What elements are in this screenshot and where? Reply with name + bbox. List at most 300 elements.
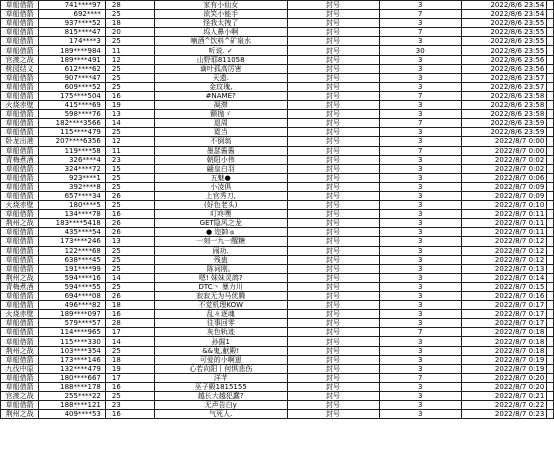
- timestamp-cell[interactable]: 2022/8/7 0:10: [461, 201, 546, 210]
- days-cell[interactable]: 3: [379, 346, 461, 355]
- level-cell[interactable]: 19: [105, 101, 154, 110]
- empty-cell[interactable]: [547, 164, 554, 173]
- days-cell[interactable]: 7: [379, 10, 461, 19]
- server-cell[interactable]: 草船借箭: [1, 146, 39, 155]
- empty-cell[interactable]: [547, 146, 554, 155]
- level-cell[interactable]: 16: [105, 382, 154, 391]
- level-cell[interactable]: 28: [105, 319, 154, 328]
- nickname-cell[interactable]: (好色老头): [154, 201, 287, 210]
- level-cell[interactable]: 25: [105, 392, 154, 401]
- empty-cell[interactable]: [547, 392, 554, 401]
- nickname-cell[interactable]: 怪我太拽了: [154, 19, 287, 28]
- server-cell[interactable]: 草船借箭: [1, 292, 39, 301]
- account-id-cell[interactable]: 180****5: [39, 201, 106, 210]
- days-cell[interactable]: 3: [379, 164, 461, 173]
- timestamp-cell[interactable]: 2022/8/6 23:55: [461, 46, 546, 55]
- account-id-cell[interactable]: 188****121: [39, 401, 106, 410]
- status-cell[interactable]: 封号: [287, 19, 379, 28]
- nickname-cell[interactable]: 寂寂无为马优腾: [154, 292, 287, 301]
- timestamp-cell[interactable]: 2022/8/7 0:09: [461, 182, 546, 191]
- days-cell[interactable]: 3: [379, 155, 461, 164]
- account-id-cell[interactable]: 183****5418: [39, 219, 106, 228]
- server-cell[interactable]: 草船借箭: [1, 28, 39, 37]
- nickname-cell[interactable]: 坞人鼻小啊: [154, 28, 287, 37]
- nickname-cell[interactable]: 心若向阳丨何惧悲伤: [154, 364, 287, 373]
- server-cell[interactable]: 草船借箭: [1, 73, 39, 82]
- days-cell[interactable]: 3: [379, 19, 461, 28]
- timestamp-cell[interactable]: 2022/8/7 0:16: [461, 292, 546, 301]
- status-cell[interactable]: 封号: [287, 10, 379, 19]
- status-cell[interactable]: 封号: [287, 337, 379, 346]
- timestamp-cell[interactable]: 2022/8/7 0:09: [461, 191, 546, 200]
- empty-cell[interactable]: [547, 110, 554, 119]
- nickname-cell[interactable]: ● 迩帥ゅ: [154, 228, 287, 237]
- account-id-cell[interactable]: 134****78: [39, 210, 106, 219]
- level-cell[interactable]: 14: [105, 273, 154, 282]
- account-id-cell[interactable]: 638****45: [39, 255, 106, 264]
- timestamp-cell[interactable]: 2022/8/6 23:58: [461, 101, 546, 110]
- empty-cell[interactable]: [547, 346, 554, 355]
- days-cell[interactable]: 3: [379, 337, 461, 346]
- days-cell[interactable]: 3: [379, 392, 461, 401]
- level-cell[interactable]: 25: [105, 10, 154, 19]
- status-cell[interactable]: 封号: [287, 110, 379, 119]
- status-cell[interactable]: 封号: [287, 292, 379, 301]
- status-cell[interactable]: 封号: [287, 219, 379, 228]
- nickname-cell[interactable]: 无声告白y: [154, 401, 287, 410]
- days-cell[interactable]: 3: [379, 101, 461, 110]
- nickname-cell[interactable]: DTC丶 暴力川: [154, 282, 287, 291]
- level-cell[interactable]: 25: [105, 37, 154, 46]
- status-cell[interactable]: 封号: [287, 191, 379, 200]
- server-cell[interactable]: 草船借箭: [1, 255, 39, 264]
- status-cell[interactable]: 封号: [287, 1, 379, 10]
- account-id-cell[interactable]: 255****22: [39, 392, 106, 401]
- status-cell[interactable]: 封号: [287, 82, 379, 91]
- empty-cell[interactable]: [547, 191, 554, 200]
- status-cell[interactable]: 封号: [287, 210, 379, 219]
- level-cell[interactable]: 25: [105, 128, 154, 137]
- nickname-cell[interactable]: 气死人.: [154, 410, 287, 419]
- nickname-cell[interactable]: 墨瑟酱酱: [154, 146, 287, 155]
- account-id-cell[interactable]: 594****55: [39, 282, 106, 291]
- nickname-cell[interactable]: 乱々逐魂: [154, 310, 287, 319]
- account-id-cell[interactable]: 122****68: [39, 246, 106, 255]
- server-cell[interactable]: 官渡之战: [1, 392, 39, 401]
- nickname-cell[interactable]: 小凌俱: [154, 182, 287, 191]
- status-cell[interactable]: 封号: [287, 46, 379, 55]
- nickname-cell[interactable]: 翩皇白羽: [154, 164, 287, 173]
- server-cell[interactable]: 草船借箭: [1, 319, 39, 328]
- empty-cell[interactable]: [547, 219, 554, 228]
- account-id-cell[interactable]: 579****57: [39, 319, 106, 328]
- account-id-cell[interactable]: 594****16: [39, 273, 106, 282]
- timestamp-cell[interactable]: 2022/8/7 0:15: [461, 282, 546, 291]
- days-cell[interactable]: 7: [379, 328, 461, 337]
- timestamp-cell[interactable]: 2022/8/7 0:19: [461, 364, 546, 373]
- status-cell[interactable]: 封号: [287, 137, 379, 146]
- days-cell[interactable]: 3: [379, 73, 461, 82]
- account-id-cell[interactable]: 326****4: [39, 155, 106, 164]
- empty-cell[interactable]: [547, 401, 554, 410]
- server-cell[interactable]: 草船借箭: [1, 382, 39, 391]
- account-id-cell[interactable]: 174****3: [39, 37, 106, 46]
- timestamp-cell[interactable]: 2022/8/7 0:11: [461, 219, 546, 228]
- status-cell[interactable]: 封号: [287, 101, 379, 110]
- days-cell[interactable]: 7: [379, 119, 461, 128]
- server-cell[interactable]: 草船借箭: [1, 301, 39, 310]
- level-cell[interactable]: 25: [105, 82, 154, 91]
- level-cell[interactable]: 28: [105, 1, 154, 10]
- nickname-cell[interactable]: 山野耶811058: [154, 55, 287, 64]
- account-id-cell[interactable]: 207****6356: [39, 137, 106, 146]
- empty-cell[interactable]: [547, 364, 554, 373]
- account-id-cell[interactable]: 409****53: [39, 410, 106, 419]
- timestamp-cell[interactable]: 2022/8/7 0:20: [461, 373, 546, 382]
- empty-cell[interactable]: [547, 201, 554, 210]
- server-cell[interactable]: 青梅煮酒: [1, 155, 39, 164]
- server-cell[interactable]: 草船借箭: [1, 182, 39, 191]
- timestamp-cell[interactable]: 2022/8/7 0:18: [461, 346, 546, 355]
- account-id-cell[interactable]: 741****97: [39, 1, 106, 10]
- status-cell[interactable]: 封号: [287, 382, 379, 391]
- server-cell[interactable]: 草船借箭: [1, 46, 39, 55]
- empty-cell[interactable]: [547, 182, 554, 191]
- nickname-cell[interactable]: &&鬼,献殿!: [154, 346, 287, 355]
- days-cell[interactable]: 3: [379, 37, 461, 46]
- server-cell[interactable]: 荆州之战: [1, 273, 39, 282]
- days-cell[interactable]: 3: [379, 255, 461, 264]
- status-cell[interactable]: 封号: [287, 364, 379, 373]
- empty-cell[interactable]: [547, 264, 554, 273]
- level-cell[interactable]: 25: [105, 346, 154, 355]
- level-cell[interactable]: 11: [105, 146, 154, 155]
- server-cell[interactable]: 草船借箭: [1, 355, 39, 364]
- level-cell[interactable]: 25: [105, 64, 154, 73]
- empty-cell[interactable]: [547, 355, 554, 364]
- level-cell[interactable]: 16: [105, 91, 154, 100]
- timestamp-cell[interactable]: 2022/8/6 23:55: [461, 37, 546, 46]
- server-cell[interactable]: 草船借箭: [1, 210, 39, 219]
- status-cell[interactable]: 封号: [287, 119, 379, 128]
- account-id-cell[interactable]: 324****72: [39, 164, 106, 173]
- empty-cell[interactable]: [547, 155, 554, 164]
- nickname-cell[interactable]: 喃酒^饮料^矿泉水: [154, 37, 287, 46]
- account-id-cell[interactable]: 612****62: [39, 64, 106, 73]
- days-cell[interactable]: 3: [379, 237, 461, 246]
- timestamp-cell[interactable]: 2022/8/7 0:17: [461, 319, 546, 328]
- days-cell[interactable]: 3: [379, 401, 461, 410]
- days-cell[interactable]: 30: [379, 46, 461, 55]
- empty-cell[interactable]: [547, 101, 554, 110]
- account-id-cell[interactable]: 937****52: [39, 19, 106, 28]
- timestamp-cell[interactable]: 2022/8/6 23:56: [461, 55, 546, 64]
- days-cell[interactable]: 7: [379, 373, 461, 382]
- account-id-cell[interactable]: 815****47: [39, 28, 106, 37]
- days-cell[interactable]: 3: [379, 82, 461, 91]
- account-id-cell[interactable]: 175****504: [39, 91, 106, 100]
- nickname-cell[interactable]: GET隐风之龙: [154, 219, 287, 228]
- empty-cell[interactable]: [547, 173, 554, 182]
- days-cell[interactable]: 3: [379, 246, 461, 255]
- timestamp-cell[interactable]: 2022/8/7 0:17: [461, 301, 546, 310]
- timestamp-cell[interactable]: 2022/8/7 0:02: [461, 164, 546, 173]
- empty-cell[interactable]: [547, 37, 554, 46]
- level-cell[interactable]: 26: [105, 228, 154, 237]
- nickname-cell[interactable]: 颤抛ゞ: [154, 110, 287, 119]
- nickname-cell[interactable]: 闹功.: [154, 246, 287, 255]
- days-cell[interactable]: 3: [379, 228, 461, 237]
- nickname-cell[interactable]: 朝阳小伟: [154, 155, 287, 164]
- level-cell[interactable]: 25: [105, 73, 154, 82]
- empty-cell[interactable]: [547, 128, 554, 137]
- empty-cell[interactable]: [547, 91, 554, 100]
- server-cell[interactable]: 卧龙出港: [1, 137, 39, 146]
- level-cell[interactable]: 18: [105, 19, 154, 28]
- nickname-cell[interactable]: 金玟瑰,: [154, 82, 287, 91]
- level-cell[interactable]: 25: [105, 282, 154, 291]
- empty-cell[interactable]: [547, 82, 554, 91]
- account-id-cell[interactable]: 415****69: [39, 101, 106, 110]
- days-cell[interactable]: 3: [379, 310, 461, 319]
- status-cell[interactable]: 封号: [287, 128, 379, 137]
- days-cell[interactable]: 3: [379, 182, 461, 191]
- timestamp-cell[interactable]: 2022/8/7 0:22: [461, 401, 546, 410]
- empty-cell[interactable]: [547, 46, 554, 55]
- empty-cell[interactable]: [547, 273, 554, 282]
- nickname-cell[interactable]: 残蛊: [154, 255, 287, 264]
- server-cell[interactable]: 青梅煮酒: [1, 282, 39, 291]
- nickname-cell[interactable]: 嗯! 妹妹灵鸽?: [154, 273, 287, 282]
- timestamp-cell[interactable]: 2022/8/7 0:12: [461, 255, 546, 264]
- server-cell[interactable]: 草船借箭: [1, 246, 39, 255]
- nickname-cell[interactable]: 五魅●: [154, 173, 287, 182]
- empty-cell[interactable]: [547, 73, 554, 82]
- status-cell[interactable]: 封号: [287, 255, 379, 264]
- account-id-cell[interactable]: 189****491: [39, 55, 106, 64]
- account-id-cell[interactable]: 496****82: [39, 301, 106, 310]
- account-id-cell[interactable]: 173****246: [39, 237, 106, 246]
- days-cell[interactable]: 3: [379, 410, 461, 419]
- status-cell[interactable]: 封号: [287, 410, 379, 419]
- timestamp-cell[interactable]: 2022/8/7 0:18: [461, 328, 546, 337]
- account-id-cell[interactable]: 103****354: [39, 346, 106, 355]
- nickname-cell[interactable]: 往事回零: [154, 319, 287, 328]
- account-id-cell[interactable]: 173****146: [39, 355, 106, 364]
- timestamp-cell[interactable]: 2022/8/7 0:21: [461, 392, 546, 401]
- timestamp-cell[interactable]: 2022/8/7 0:00: [461, 137, 546, 146]
- nickname-cell[interactable]: 灰色轨迹: [154, 328, 287, 337]
- empty-cell[interactable]: [547, 19, 554, 28]
- level-cell[interactable]: 16: [105, 310, 154, 319]
- status-cell[interactable]: 封号: [287, 182, 379, 191]
- server-cell[interactable]: 火烧赤壁: [1, 101, 39, 110]
- days-cell[interactable]: 3: [379, 1, 461, 10]
- nickname-cell[interactable]: 欲笑小能手: [154, 10, 287, 19]
- status-cell[interactable]: 封号: [287, 37, 379, 46]
- level-cell[interactable]: 26: [105, 191, 154, 200]
- account-id-cell[interactable]: 435****54: [39, 228, 106, 237]
- nickname-cell[interactable]: 不倒翁: [154, 137, 287, 146]
- days-cell[interactable]: 3: [379, 355, 461, 364]
- nickname-cell[interactable]: 天遗.: [154, 73, 287, 82]
- server-cell[interactable]: 草船借箭: [1, 91, 39, 100]
- status-cell[interactable]: 封号: [287, 328, 379, 337]
- timestamp-cell[interactable]: 2022/8/7 0:14: [461, 273, 546, 282]
- days-cell[interactable]: 3: [379, 319, 461, 328]
- server-cell[interactable]: 草船借箭: [1, 264, 39, 273]
- timestamp-cell[interactable]: 2022/8/7 0:11: [461, 228, 546, 237]
- status-cell[interactable]: 封号: [287, 246, 379, 255]
- level-cell[interactable]: 26: [105, 219, 154, 228]
- empty-cell[interactable]: [547, 310, 554, 319]
- empty-cell[interactable]: [547, 28, 554, 37]
- days-cell[interactable]: 3: [379, 282, 461, 291]
- days-cell[interactable]: 3: [379, 219, 461, 228]
- status-cell[interactable]: 封号: [287, 264, 379, 273]
- level-cell[interactable]: 20: [105, 28, 154, 37]
- days-cell[interactable]: 3: [379, 137, 461, 146]
- status-cell[interactable]: 封号: [287, 228, 379, 237]
- account-id-cell[interactable]: 115****479: [39, 128, 106, 137]
- account-id-cell[interactable]: 692****: [39, 10, 106, 19]
- empty-cell[interactable]: [547, 373, 554, 382]
- status-cell[interactable]: 封号: [287, 28, 379, 37]
- account-id-cell[interactable]: 657****34: [39, 191, 106, 200]
- server-cell[interactable]: 草船借箭: [1, 37, 39, 46]
- level-cell[interactable]: 25: [105, 201, 154, 210]
- timestamp-cell[interactable]: 2022/8/7 0:23: [461, 410, 546, 419]
- level-cell[interactable]: 16: [105, 410, 154, 419]
- server-cell[interactable]: 草船借箭: [1, 164, 39, 173]
- level-cell[interactable]: 14: [105, 337, 154, 346]
- days-cell[interactable]: 3: [379, 301, 461, 310]
- days-cell[interactable]: 3: [379, 173, 461, 182]
- days-cell[interactable]: 7: [379, 28, 461, 37]
- server-cell[interactable]: 草船借箭: [1, 173, 39, 182]
- nickname-cell[interactable]: 退周: [154, 119, 287, 128]
- nickname-cell[interactable]: 不觉机理KOW: [154, 301, 287, 310]
- server-cell[interactable]: 九伐中原: [1, 364, 39, 373]
- timestamp-cell[interactable]: 2022/8/7 0:00: [461, 146, 546, 155]
- server-cell[interactable]: 草船借箭: [1, 191, 39, 200]
- server-cell[interactable]: 荆州之战: [1, 219, 39, 228]
- nickname-cell[interactable]: 越长大越犯蠢?: [154, 392, 287, 401]
- status-cell[interactable]: 封号: [287, 273, 379, 282]
- timestamp-cell[interactable]: 2022/8/6 23:54: [461, 10, 546, 19]
- empty-cell[interactable]: [547, 301, 554, 310]
- days-cell[interactable]: 3: [379, 191, 461, 200]
- level-cell[interactable]: 18: [105, 355, 154, 364]
- status-cell[interactable]: 封号: [287, 392, 379, 401]
- days-cell[interactable]: 7: [379, 146, 461, 155]
- days-cell[interactable]: 3: [379, 264, 461, 273]
- level-cell[interactable]: 25: [105, 246, 154, 255]
- account-id-cell[interactable]: 923****1: [39, 173, 106, 182]
- nickname-cell[interactable]: 孙掘1: [154, 337, 287, 346]
- account-id-cell[interactable]: 182****3566: [39, 119, 106, 128]
- timestamp-cell[interactable]: 2022/8/7 0:18: [461, 337, 546, 346]
- account-id-cell[interactable]: 598****76: [39, 110, 106, 119]
- account-id-cell[interactable]: 907****47: [39, 73, 106, 82]
- days-cell[interactable]: 3: [379, 64, 461, 73]
- level-cell[interactable]: 11: [105, 46, 154, 55]
- account-id-cell[interactable]: 115****330: [39, 337, 106, 346]
- empty-cell[interactable]: [547, 282, 554, 291]
- server-cell[interactable]: 火烧赤壁: [1, 310, 39, 319]
- status-cell[interactable]: 封号: [287, 301, 379, 310]
- timestamp-cell[interactable]: 2022/8/6 23:59: [461, 119, 546, 128]
- level-cell[interactable]: 14: [105, 119, 154, 128]
- status-cell[interactable]: 封号: [287, 319, 379, 328]
- status-cell[interactable]: 封号: [287, 310, 379, 319]
- server-cell[interactable]: 草船借箭: [1, 1, 39, 10]
- status-cell[interactable]: 封号: [287, 164, 379, 173]
- timestamp-cell[interactable]: 2022/8/7 0:06: [461, 173, 546, 182]
- server-cell[interactable]: 火烧赤壁: [1, 201, 39, 210]
- server-cell[interactable]: 草船借箭: [1, 119, 39, 128]
- account-id-cell[interactable]: 189****097: [39, 310, 106, 319]
- status-cell[interactable]: 封号: [287, 346, 379, 355]
- server-cell[interactable]: 草船借箭: [1, 82, 39, 91]
- empty-cell[interactable]: [547, 292, 554, 301]
- account-id-cell[interactable]: 694****08: [39, 292, 106, 301]
- empty-cell[interactable]: [547, 382, 554, 391]
- days-cell[interactable]: 3: [379, 364, 461, 373]
- status-cell[interactable]: 封号: [287, 146, 379, 155]
- nickname-cell[interactable]: 一刻一九一醒糖: [154, 237, 287, 246]
- status-cell[interactable]: 封号: [287, 201, 379, 210]
- server-cell[interactable]: 草船借箭: [1, 110, 39, 119]
- days-cell[interactable]: 3: [379, 128, 461, 137]
- status-cell[interactable]: 封号: [287, 73, 379, 82]
- server-cell[interactable]: 草船借箭: [1, 128, 39, 137]
- account-id-cell[interactable]: 114****965: [39, 328, 106, 337]
- nickname-cell[interactable]: 凝滞: [154, 101, 287, 110]
- status-cell[interactable]: 封号: [287, 155, 379, 164]
- server-cell[interactable]: 桃园结义: [1, 64, 39, 73]
- timestamp-cell[interactable]: 2022/8/7 0:13: [461, 264, 546, 273]
- nickname-cell[interactable]: #NAME?: [154, 91, 287, 100]
- timestamp-cell[interactable]: 2022/8/6 23:55: [461, 28, 546, 37]
- level-cell[interactable]: 19: [105, 364, 154, 373]
- status-cell[interactable]: 封号: [287, 55, 379, 64]
- nickname-cell[interactable]: 叮咚嘿: [154, 210, 287, 219]
- timestamp-cell[interactable]: 2022/8/7 0:02: [461, 155, 546, 164]
- empty-cell[interactable]: [547, 319, 554, 328]
- timestamp-cell[interactable]: 2022/8/6 23:57: [461, 73, 546, 82]
- account-id-cell[interactable]: 132****479: [39, 364, 106, 373]
- level-cell[interactable]: 25: [105, 182, 154, 191]
- level-cell[interactable]: 25: [105, 264, 154, 273]
- days-cell[interactable]: 3: [379, 292, 461, 301]
- empty-cell[interactable]: [547, 328, 554, 337]
- empty-cell[interactable]: [547, 410, 554, 419]
- empty-cell[interactable]: [547, 1, 554, 10]
- timestamp-cell[interactable]: 2022/8/6 23:58: [461, 91, 546, 100]
- empty-cell[interactable]: [547, 246, 554, 255]
- empty-cell[interactable]: [547, 55, 554, 64]
- nickname-cell[interactable]: 可爱的小啊崽: [154, 355, 287, 364]
- timestamp-cell[interactable]: 2022/8/6 23:59: [461, 128, 546, 137]
- level-cell[interactable]: 26: [105, 292, 154, 301]
- level-cell[interactable]: 23: [105, 155, 154, 164]
- timestamp-cell[interactable]: 2022/8/6 23:57: [461, 82, 546, 91]
- days-cell[interactable]: 3: [379, 382, 461, 391]
- account-id-cell[interactable]: 609****52: [39, 82, 106, 91]
- server-cell[interactable]: 草船借箭: [1, 10, 39, 19]
- level-cell[interactable]: 12: [105, 55, 154, 64]
